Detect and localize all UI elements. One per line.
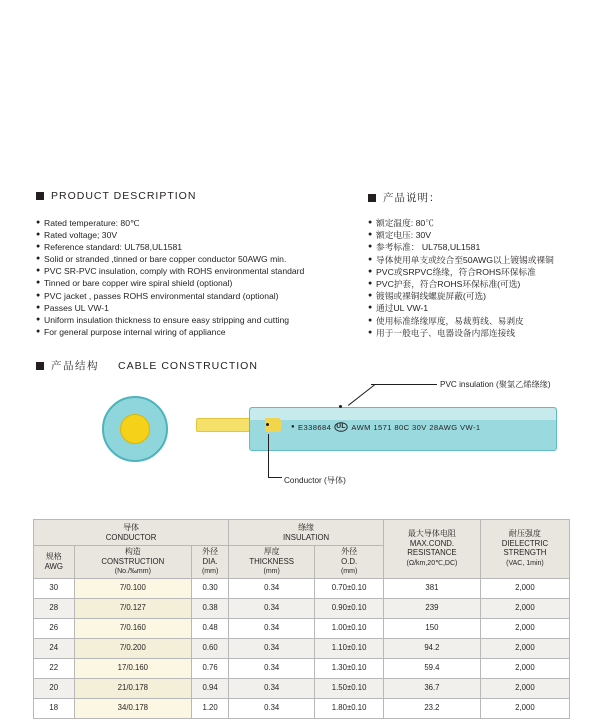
- table-row: [34, 638, 570, 658]
- table-row: [34, 658, 570, 678]
- list-item: ● Passes UL VW-1: [36, 302, 304, 314]
- cell-od: 1.10±0.10: [315, 638, 384, 658]
- column-header-cond-dia-en: DIA.: [202, 556, 218, 566]
- cell-awg: 28: [34, 598, 75, 618]
- list-item: ● 参考标准： UL758,UL1581: [368, 241, 554, 253]
- specification-table: [33, 519, 570, 719]
- column-header-dielectric: [480, 520, 569, 579]
- list-item: ● Uniform insulation thickness to ensure easy stripping and cutting: [36, 314, 304, 326]
- column-header-construction: [74, 546, 192, 579]
- list-item: ● 用于一般电子、电器设备内部连接线: [368, 327, 554, 339]
- cell-dielectric: 2,000: [480, 598, 569, 618]
- cell-construction: 7/0.100: [74, 578, 192, 598]
- cable-cross-section-insulation: [102, 396, 168, 462]
- cell-cond-dia: 0.30: [192, 578, 229, 598]
- cell-construction: 7/0.200: [74, 638, 192, 658]
- cell-od: 0.90±0.10: [315, 598, 384, 618]
- cell-thickness: 0.34: [229, 578, 315, 598]
- list-item: ● PVC SR-PVC insulation, comply with ROHS environmental standard: [36, 265, 304, 277]
- cell-construction: 21/0.178: [74, 678, 192, 698]
- column-header-thickness-en: THICKNESS: [249, 556, 294, 566]
- table-body: [34, 578, 570, 718]
- table-row: [34, 578, 570, 598]
- column-header-dielectric-unit: (VAC, 1min): [506, 559, 544, 567]
- column-header-thickness-cn: 厚度: [263, 547, 280, 556]
- cell-construction: 34/0.178: [74, 698, 192, 718]
- cell-thickness: 0.34: [229, 658, 315, 678]
- cell-awg: 20: [34, 678, 75, 698]
- cell-resistance: 23.2: [384, 698, 481, 718]
- column-group-insulation-en: INSULATION: [282, 532, 330, 542]
- column-group-insulation: [229, 520, 384, 546]
- column-header-resistance-cn: 最大导体电阻: [407, 529, 456, 539]
- column-header-dielectric-en1: DIELECTRIC: [501, 538, 549, 548]
- cell-od: 1.80±0.10: [315, 698, 384, 718]
- jacket-highlight: [250, 408, 556, 420]
- conductor-callout-point: [266, 423, 269, 426]
- cell-dielectric: 2,000: [480, 578, 569, 598]
- cell-od: 0.70±0.10: [315, 578, 384, 598]
- list-item: ● 额定电压: 30V: [368, 229, 554, 241]
- cable-construction-heading: [36, 358, 258, 373]
- column-header-thickness-unit: (mm): [263, 568, 280, 575]
- cell-thickness: 0.34: [229, 698, 315, 718]
- column-header-resistance-unit: (Ω/km,20℃,DC): [406, 559, 458, 567]
- cell-od: 1.50±0.10: [315, 678, 384, 698]
- square-bullet-icon: [36, 192, 44, 200]
- column-group-insulation-cn: 绦缘: [298, 523, 315, 532]
- cell-dielectric: 2,000: [480, 618, 569, 638]
- cell-dielectric: 2,000: [480, 638, 569, 658]
- column-header-construction-cn: 构造: [124, 547, 141, 556]
- column-header-cond-dia-cn: 外径: [202, 547, 219, 556]
- cell-dielectric: 2,000: [480, 698, 569, 718]
- table-row: [34, 618, 570, 638]
- list-item: ● 镀锡或裸铜线螺旋屏蔽(可选): [368, 290, 554, 302]
- cell-thickness: 0.34: [229, 598, 315, 618]
- product-description-heading-cn-label: 产品说明：: [383, 192, 441, 204]
- product-description-list-cn: [368, 217, 554, 339]
- table-row: [34, 678, 570, 698]
- column-header-od-cn: 外径: [341, 547, 358, 556]
- cell-resistance: 239: [384, 598, 481, 618]
- table-row: [34, 698, 570, 718]
- cell-thickness: 0.34: [229, 618, 315, 638]
- list-item: ● For general purpose internal wiring of appliance: [36, 326, 304, 338]
- product-description-heading-label: PRODUCT DESCRIPTION: [51, 190, 197, 202]
- cell-cond-dia: 0.76: [192, 658, 229, 678]
- column-header-awg-en: AWG: [44, 561, 63, 571]
- list-item: ● PVC jacket , passes ROHS environmental standard (optional): [36, 290, 304, 302]
- cell-resistance: 59.4: [384, 658, 481, 678]
- column-header-od-en: O.D.: [341, 556, 358, 566]
- column-header-cond-dia-unit: (mm): [201, 568, 219, 575]
- product-description-list-en: [36, 217, 304, 338]
- column-header-od-unit: (mm): [340, 568, 358, 575]
- conductor-leader-line-vertical: [268, 434, 269, 477]
- cell-dielectric: 2,000: [480, 658, 569, 678]
- insulation-label: PVC insulation (聚氯乙烯绦缘): [440, 380, 551, 389]
- list-item: ● PVC或SRPVC绦缘，符合ROHS环保标准: [368, 266, 554, 278]
- cable-construction-heading-en: CABLE CONSTRUCTION: [118, 359, 258, 372]
- list-item: ● 额定温度: 80℃: [368, 217, 554, 229]
- cell-cond-dia: 1.20: [192, 698, 229, 718]
- cell-awg: 26: [34, 618, 75, 638]
- cable-construction-heading-cn: 产品结构: [51, 360, 99, 372]
- column-header-awg: [34, 546, 75, 579]
- column-header-construction-unit: (No./‰mm): [114, 568, 151, 575]
- cell-od: 1.30±0.10: [315, 658, 384, 678]
- cell-resistance: 94.2: [384, 638, 481, 658]
- column-header-cond-dia: [192, 546, 229, 579]
- column-header-resistance-en1: MAX.COND.: [409, 538, 455, 548]
- cell-dielectric: 2,000: [480, 678, 569, 698]
- list-item: ● Solid or stranded ,tinned or bare copper conductor 50AWG min.: [36, 253, 304, 265]
- cell-awg: 22: [34, 658, 75, 678]
- cell-cond-dia: 0.48: [192, 618, 229, 638]
- square-bullet-icon: [36, 362, 44, 370]
- column-header-dielectric-cn: 耐压强度: [508, 529, 541, 539]
- column-group-conductor-cn: 导体: [123, 523, 140, 532]
- product-description-heading-cn: [368, 190, 441, 205]
- column-header-thickness: [229, 546, 315, 579]
- column-header-awg-cn: 规格: [45, 552, 62, 562]
- column-header-resistance-en2: RESISTANCE: [407, 548, 457, 558]
- cell-cond-dia: 0.60: [192, 638, 229, 658]
- list-item: ● PVC护套，符合ROHS环保标准(可选): [368, 278, 554, 290]
- cell-cond-dia: 0.94: [192, 678, 229, 698]
- print-dot-icon: ●: [291, 424, 296, 430]
- square-bullet-icon: [368, 194, 376, 202]
- column-header-dielectric-en2: STRENGTH: [503, 548, 547, 558]
- table-header: [34, 520, 570, 579]
- column-header-construction-en: CONSTRUCTION: [101, 556, 165, 566]
- cell-awg: 18: [34, 698, 75, 718]
- table-group-header-row: [34, 520, 570, 546]
- column-group-conductor-en: CONDUCTOR: [105, 532, 157, 542]
- table-row: [34, 598, 570, 618]
- cell-awg: 24: [34, 638, 75, 658]
- column-header-resistance: [384, 520, 481, 579]
- list-item: ● 使用标准绦缘厚度，易裁剪线、易剥皮: [368, 315, 554, 327]
- insulation-callout-point: [339, 405, 342, 408]
- cell-thickness: 0.34: [229, 638, 315, 658]
- cable-cross-section-conductor: [120, 414, 150, 444]
- insulation-leader-line-diagonal: [348, 384, 375, 406]
- list-item: ● Reference standard: UL758,UL1581: [36, 241, 304, 253]
- ul-logo-icon: UL: [336, 423, 347, 430]
- cell-construction: 7/0.127: [74, 598, 192, 618]
- column-group-conductor: [34, 520, 229, 546]
- cell-cond-dia: 0.38: [192, 598, 229, 618]
- cell-construction: 7/0.160: [74, 618, 192, 638]
- product-description-heading: [36, 190, 196, 202]
- cell-construction: 17/0.160: [74, 658, 192, 678]
- cell-resistance: 36.7: [384, 678, 481, 698]
- column-header-od: [315, 546, 384, 579]
- jacket-print-text: AWM 1571 80C 30V 28AWG VW-1: [351, 422, 481, 432]
- cable-construction-diagram: [36, 378, 576, 488]
- conductor-label: Conductor (导体): [284, 476, 346, 485]
- list-item: ● Rated voltage; 30V: [36, 229, 304, 241]
- cell-awg: 30: [34, 578, 75, 598]
- jacket-print-code: E338684: [298, 422, 332, 432]
- list-item: ● 通过UL VW-1: [368, 302, 554, 314]
- list-item: ● Tinned or bare copper wire spiral shield (optional): [36, 277, 304, 289]
- conductor-leader-line-horizontal: [268, 477, 282, 478]
- cell-resistance: 381: [384, 578, 481, 598]
- insulation-leader-line: [371, 384, 437, 385]
- list-item: ● Rated temperature: 80℃: [36, 217, 304, 229]
- cell-resistance: 150: [384, 618, 481, 638]
- cell-od: 1.00±0.10: [315, 618, 384, 638]
- cell-thickness: 0.34: [229, 678, 315, 698]
- list-item: ● 导体使用单支或绞合至50AWG以上镀锡或裸铜: [368, 254, 554, 266]
- jacket-printed-legend: [291, 422, 481, 432]
